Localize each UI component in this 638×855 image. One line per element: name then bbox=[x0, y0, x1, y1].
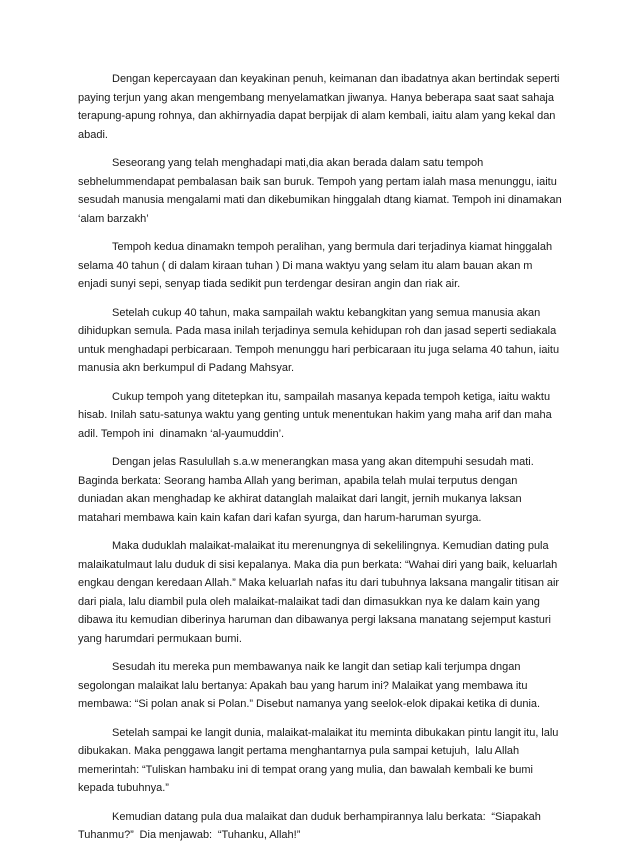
paragraph-3: Tempoh kedua dinamakn tempoh peralihan, yang bermula dari terjadinya kiamat hinggalah selama 40 tahun ( di dalam kiraan tuhan ) Di mana waktyu yang selam itu alam bauan akan m enjadi sunyi sepi, senyap tiada sedikit pun terdengar desiran angin dan riak air. bbox=[78, 241, 555, 290]
paragraph-4: Setelah cukup 40 tahun, maka sampailah waktu kebangkitan yang semua manusia akan dihidupkan semula. Pada masa inilah terjadinya semula kehidupan roh dan jasad seperti sediakala untuk menghadapi perbicaraan. Tempoh menunggu hari perbicaraan itu juga selama 40 tahun, iaitu manusia akn berkumpul di Padang Mahsyar. bbox=[78, 306, 562, 374]
paragraph-7: Maka duduklah malaikat-malaikat itu merenungnya di sekelilingnya. Kemudian dating pula malaikatulmaut lalu duduk di sisi kepalanya. Maka dia pun berkata: “Wahai diri yang baik, keluarlah engkau dengan keredaan Allah.” Maka keluarlah nafas itu dari tubuhnya laksana mangalir titisan air dari piala, lalu diambil pula oleh malaikat-malaikat tadi dan dimasukkan nya ke dalam kain yang dibawa itu kemudian diberinya haruman dan dibawanya pergi laksana manatang sejemput kasturi yang harumdari permukaan bumi. bbox=[78, 540, 562, 645]
paragraph-10: Kemudian datang pula dua malaikat dan duduk berhampirannya lalu berkata: “Siapakah Tuhanmu?” Dia menjawab: “Tuhanku, Allah!” bbox=[78, 810, 544, 841]
paragraph-5: Cukup tempoh yang ditetepkan itu, sampailah masanya kepada tempoh ketiga, iaitu waktu hisab. Inilah satu-satunya waktu yang genting untuk menentukan hakim yang maha arif dan maha adil. Tempoh ini dinamakn ‘al-yaumuddin’. bbox=[78, 390, 555, 440]
paragraph-8: Sesudah itu mereka pun membawanya naik ke langit dan setiap kali terjumpa dngan segolongan malaikat lalu bertanya: Apakah bau yang harum ini? Malaikat yang membawa itu membawa: “Si polan anak si Polan.” Disebut namanya yang seelok-elok dipakai ketika di dunia. bbox=[78, 661, 541, 710]
document-body bbox=[78, 70, 564, 855]
paragraph-1: Dengan kepercayaan dan keyakinan penuh, keimanan dan ibadatnya akan bertindak seperti paying terjun yang akan mengembang menyelamatkan jiwanya. Hanya beberapa saat saat sahaja terapung-apung rohnya, dan akhirnyadia dapat berpijak di alam kembali, iaitu alam yang kekal dan abadi. bbox=[78, 73, 563, 141]
paragraph-6: Dengan jelas Rasulullah s.a.w menerangkan masa yang akan ditempuhi sesudah mati. Baginda berkata: Seorang hamba Allah yang beriman, apabila telah mulai terputus dengan duniadan akan menghadap ke akhirat datanglah malaikat dari langit, jernih mukanya laksan matahari membawa kain kain kafan dari kafan syurga, dan harum-haruman syurga. bbox=[78, 456, 537, 524]
paragraph-2: Seseorang yang telah menghadapi mati,dia akan berada dalam satu tempoh sebhelummendapat pembalasan baik san buruk. Tempoh yang pertam ialah masa menunggu, iaitu sesudah manusia mengalami mati dan dikebumikan hinggalah dtang kiamat. Tempoh ini dinamakan ‘alam barzakh’ bbox=[78, 157, 565, 225]
paragraph-9: Setelah sampai ke langit dunia, malaikat-malaikat itu meminta dibukakan pintu langit itu, lalu dibukakan. Maka penggawa langit pertama menghantarnya pula sampai ketujuh, lalu Allah memerintah: “Tuliskan hambaku ini di tempat orang yang mulia, dan bawalah kembali ke bumi kepada tubuhnya.” bbox=[78, 726, 562, 794]
